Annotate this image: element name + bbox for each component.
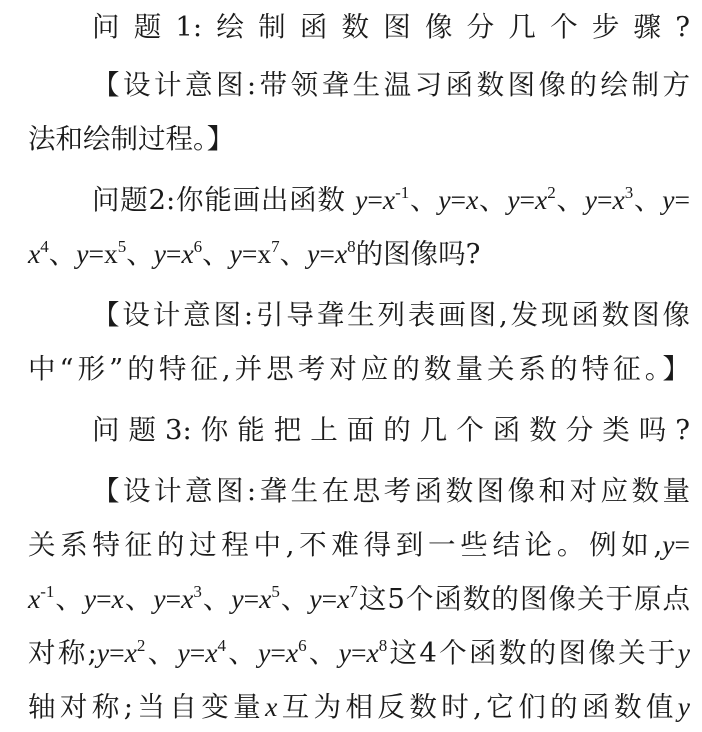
formula-y-x6: $y=x^6$ xyxy=(153,237,203,269)
design-intent-3-text-2: 关系特征的过程中,不难得到一些结论。例如, xyxy=(28,529,663,561)
formula-even-y-x6: $y=x^6$ xyxy=(258,636,307,668)
design-intent-1-text-2: 法和绘制过程。】 xyxy=(28,123,235,155)
design-intent-1-text-1: 【设计意图:带领聋生温习函数图像的绘制方 xyxy=(92,69,690,101)
design-intent-3-text-3: 这5个函数的图像关于原点 xyxy=(357,583,691,615)
formula-even-y-x4: $y=x^4$ xyxy=(177,636,226,668)
formula-y-x-neg1: $y=x^{-1}$ xyxy=(355,183,410,215)
question-2-suffix: 的图像吗? xyxy=(355,238,481,270)
question-2-line-2: $x^4$、$y=x^5$、$y=x^6$、$y=x^7$、$y=x^8$的图像吗? xyxy=(28,237,481,270)
design-intent-2-text-2: 中“形”的特征,并思考对应的数量关系的特征。】 xyxy=(28,353,690,385)
question-3-text: 问题3:你能把上面的几个函数分类吗? xyxy=(92,414,690,446)
design-intent-3-text-5a: 轴对称;当自变量 xyxy=(28,691,266,723)
question-2-line-1: 问题2:你能画出函数 $y=x^{-1}$、y=x、$y=x^2$、$y=x^3$、y= xyxy=(92,183,691,216)
design-intent-3-line-3: $x^{-1}$、y=x、$y=x^3$、$y=x^5$、$y=x^7$这5个函数的图像关于原点 xyxy=(28,582,691,615)
formula-y-x: y=x xyxy=(438,184,479,215)
design-intent-3-line-4: 对称$;y=x^2$、$y=x^4$、$y=x^6$、$y=x^8$这4个函数的图像关于y xyxy=(28,636,691,669)
formula-odd-y-x3: $y=x^3$ xyxy=(153,582,202,614)
design-intent-1-line-1 xyxy=(0,60,690,110)
design-intent-2-line-1 xyxy=(0,290,690,340)
formula-y-wrap-2: y= xyxy=(662,529,690,560)
formula-even-y-x8: $y=x^8$ xyxy=(338,636,388,668)
formula-odd-y-x: y=x xyxy=(83,583,124,614)
design-intent-3-text-5b: 互为相反数时,它们的函数值 xyxy=(277,691,678,723)
formula-y-wrap: y= xyxy=(662,184,691,215)
design-intent-2-line-2 xyxy=(0,344,690,394)
design-intent-3-line-1 xyxy=(0,466,690,516)
design-intent-1-line-2 xyxy=(0,114,690,164)
variable-y: y xyxy=(677,637,691,668)
formula-even-y-x2: $y=x^2$ xyxy=(96,636,146,668)
formula-x-neg1: $x^{-1}$ xyxy=(28,582,55,614)
design-intent-3-line-2 xyxy=(0,520,690,570)
formula-odd-y-x5: $y=x^5$ xyxy=(231,582,280,614)
variable-x: x xyxy=(265,691,278,722)
formula-y-x8: $y=x^8$ xyxy=(307,237,356,269)
formula-x4: $x^4$ xyxy=(28,237,49,269)
design-intent-2-text-1: 【设计意图:引导聋生列表画图,发现函数图像 xyxy=(92,299,690,331)
question-1 xyxy=(0,2,690,52)
formula-y-x7: $y=x^7$ xyxy=(229,237,280,269)
formula-y-x5: $y=x^5$ xyxy=(76,237,127,269)
design-intent-3-text-4b: 这4个函数的图像关于 xyxy=(387,637,678,669)
question-2-prefix: 问题2:你能画出函数 xyxy=(92,184,346,216)
formula-y-x2: $y=x^2$ xyxy=(507,183,556,215)
design-intent-3-line-5 xyxy=(0,682,690,732)
formula-odd-y-x7: $y=x^7$ xyxy=(309,582,358,614)
design-intent-3-text-1: 【设计意图:聋生在思考函数图像和对应数量 xyxy=(92,475,690,507)
design-intent-3-text-4a: 对称; xyxy=(28,637,97,669)
variable-y-end: y xyxy=(677,691,690,722)
formula-y-x3: $y=x^3$ xyxy=(584,183,634,215)
question-1-text: 问题1:绘制函数图像分几个步骤? xyxy=(92,11,690,43)
question-3 xyxy=(0,405,690,455)
